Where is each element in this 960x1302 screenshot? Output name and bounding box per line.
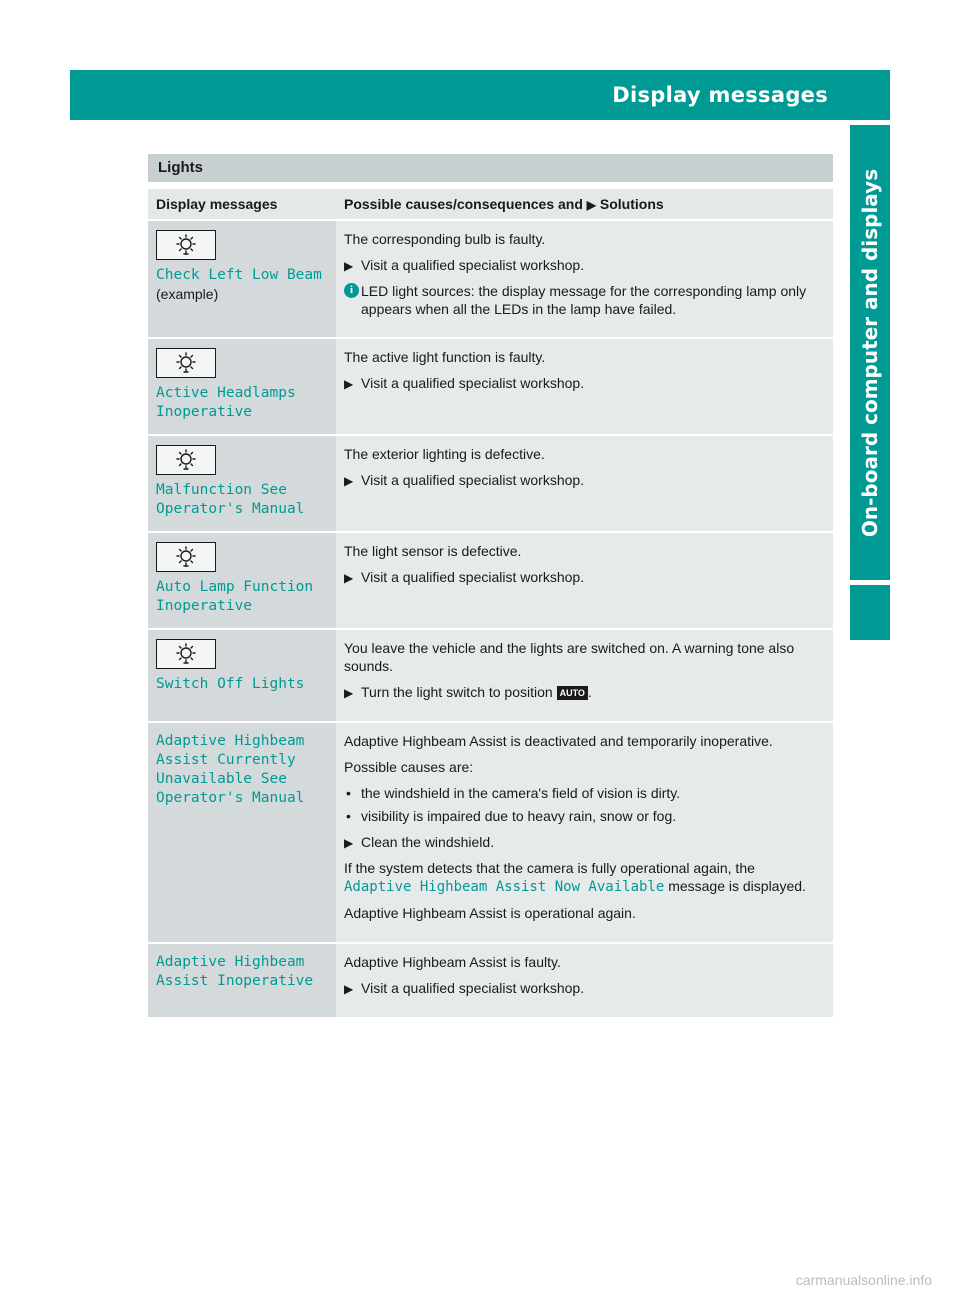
- cause-text: [344, 859, 825, 896]
- auto-switch-position-icon: AUTO: [557, 686, 588, 700]
- bulb-icon-box: [156, 542, 216, 572]
- message-cell: [148, 532, 336, 629]
- causes-cell: [336, 435, 833, 532]
- action-arrow-icon: ▶: [344, 836, 354, 850]
- page-number: 221: [913, 88, 950, 108]
- side-tab-block: [850, 585, 890, 640]
- bulb-icon-box: [156, 639, 216, 669]
- exterior-light-bulb-icon: [174, 448, 198, 472]
- col-header-display-messages: Display messages: [148, 189, 336, 220]
- info-note: [344, 282, 825, 318]
- cause-text: The corresponding bulb is faulty.: [344, 231, 546, 247]
- cause-text: The exterior lighting is defective.: [344, 446, 545, 462]
- solution-step: [344, 833, 825, 851]
- message-cell: [148, 338, 336, 435]
- causes-cell: [336, 629, 833, 722]
- side-tab-label: On-board computer and displays: [858, 168, 882, 537]
- solution-text: Visit a qualified specialist workshop.: [361, 375, 585, 391]
- solution-text: Visit a qualified specialist workshop.: [361, 472, 585, 488]
- message-note: (example): [156, 286, 219, 302]
- message-code-line: Assist Currently: [156, 752, 296, 768]
- message-code-line: Adaptive Highbeam: [156, 733, 305, 749]
- info-text: LED light sources: the display message for the corresponding lamp only appears when all the LEDs in the lamp have failed.: [361, 283, 807, 317]
- cause-text: The active light function is faulty.: [344, 349, 546, 365]
- display-messages-table: [148, 189, 833, 1019]
- cause-text: Adaptive Highbeam Assist is operational again.: [344, 905, 636, 921]
- message-code: Check Left Low Beam: [156, 267, 322, 283]
- cause-text-pre: If the system detects that the camera is fully operational again, the: [344, 860, 755, 876]
- solution-text: Visit a qualified specialist workshop.: [361, 569, 585, 585]
- bullet-icon: •: [346, 785, 351, 801]
- message-cell: [148, 220, 336, 338]
- causes-cell: [336, 338, 833, 435]
- solution-text: Clean the windshield.: [361, 834, 495, 850]
- bullet-text: the windshield in the camera's field of vision is dirty.: [361, 785, 681, 801]
- cause-text: The light sensor is defective.: [344, 543, 522, 559]
- action-arrow-icon: ▶: [344, 474, 354, 488]
- action-arrow-icon: ▶: [586, 198, 597, 212]
- action-arrow-icon: ▶: [344, 259, 354, 273]
- cause-text: You leave the vehicle and the lights are switched on. A warning tone also sounds.: [344, 640, 795, 674]
- col-header-causes-text: Possible causes/consequences and: [344, 196, 583, 212]
- bullet-text: visibility is impaired due to heavy rain, snow or fog.: [361, 808, 677, 824]
- message-code-line: Operator's Manual: [156, 790, 305, 806]
- col-header-solutions-text: Solutions: [599, 196, 664, 212]
- message-code-line: Adaptive Highbeam: [156, 954, 305, 970]
- solution-step: [344, 568, 825, 586]
- inline-message-code: Adaptive Highbeam Assist Now Available: [344, 879, 665, 895]
- action-arrow-icon: ▶: [344, 377, 354, 391]
- bulb-icon-box: [156, 230, 216, 260]
- section-bar: [148, 154, 833, 182]
- table-row: [148, 338, 833, 435]
- solution-step: [344, 256, 825, 274]
- col-header-causes: [336, 189, 833, 220]
- solution-step: [344, 979, 825, 997]
- message-code-line: Inoperative: [156, 598, 253, 614]
- exterior-light-bulb-icon: [174, 642, 198, 666]
- table-row: [148, 220, 833, 338]
- message-cell: [148, 722, 336, 943]
- solution-text-end: .: [587, 684, 592, 700]
- cause-bullet: [344, 807, 825, 825]
- solution-text: Turn the light switch to position: [361, 684, 553, 700]
- footer-watermark: carmanualsonline.info: [795, 1272, 932, 1288]
- section-title: Lights: [158, 159, 203, 176]
- message-code-line: Inoperative: [156, 404, 253, 420]
- message-cell: [148, 943, 336, 1018]
- header-bar: [70, 70, 950, 120]
- solution-text: Visit a qualified specialist workshop.: [361, 257, 585, 273]
- message-code-line: Auto Lamp Function: [156, 579, 314, 595]
- cause-text: Adaptive Highbeam Assist is deactivated and temporarily inoperative.: [344, 733, 773, 749]
- exterior-light-bulb-icon: [174, 233, 198, 257]
- cause-text-post: message is displayed.: [668, 878, 806, 894]
- bulb-icon-box: [156, 348, 216, 378]
- message-cell: [148, 629, 336, 722]
- table-row: [148, 943, 833, 1018]
- solution-step: [344, 683, 825, 701]
- message-code: Switch Off Lights: [156, 676, 305, 692]
- message-code-line: Malfunction See: [156, 482, 287, 498]
- exterior-light-bulb-icon: [174, 351, 198, 375]
- header-title: Display messages: [612, 83, 828, 107]
- message-code-line: Operator's Manual: [156, 501, 305, 517]
- action-arrow-icon: ▶: [344, 686, 354, 700]
- causes-cell: [336, 943, 833, 1018]
- table-row: [148, 722, 833, 943]
- message-code-line: Unavailable See: [156, 771, 287, 787]
- bulb-icon-box: [156, 445, 216, 475]
- exterior-light-bulb-icon: [174, 545, 198, 569]
- solution-step: [344, 471, 825, 489]
- table-row: [148, 435, 833, 532]
- table-header-row: [148, 189, 833, 220]
- table-row: [148, 629, 833, 722]
- causes-cell: [336, 722, 833, 943]
- message-cell: [148, 435, 336, 532]
- solution-step: [344, 374, 825, 392]
- bullet-icon: •: [346, 808, 351, 824]
- message-code-line: Active Headlamps: [156, 385, 296, 401]
- solution-text: Visit a qualified specialist workshop.: [361, 980, 585, 996]
- message-code-line: Assist Inoperative: [156, 973, 314, 989]
- action-arrow-icon: ▶: [344, 982, 354, 996]
- table-row: [148, 532, 833, 629]
- info-icon: i: [344, 283, 359, 298]
- cause-text: Possible causes are:: [344, 759, 474, 775]
- action-arrow-icon: ▶: [344, 571, 354, 585]
- cause-bullet: [344, 784, 825, 802]
- cause-text: Adaptive Highbeam Assist is faulty.: [344, 954, 561, 970]
- causes-cell: [336, 532, 833, 629]
- causes-cell: [336, 220, 833, 338]
